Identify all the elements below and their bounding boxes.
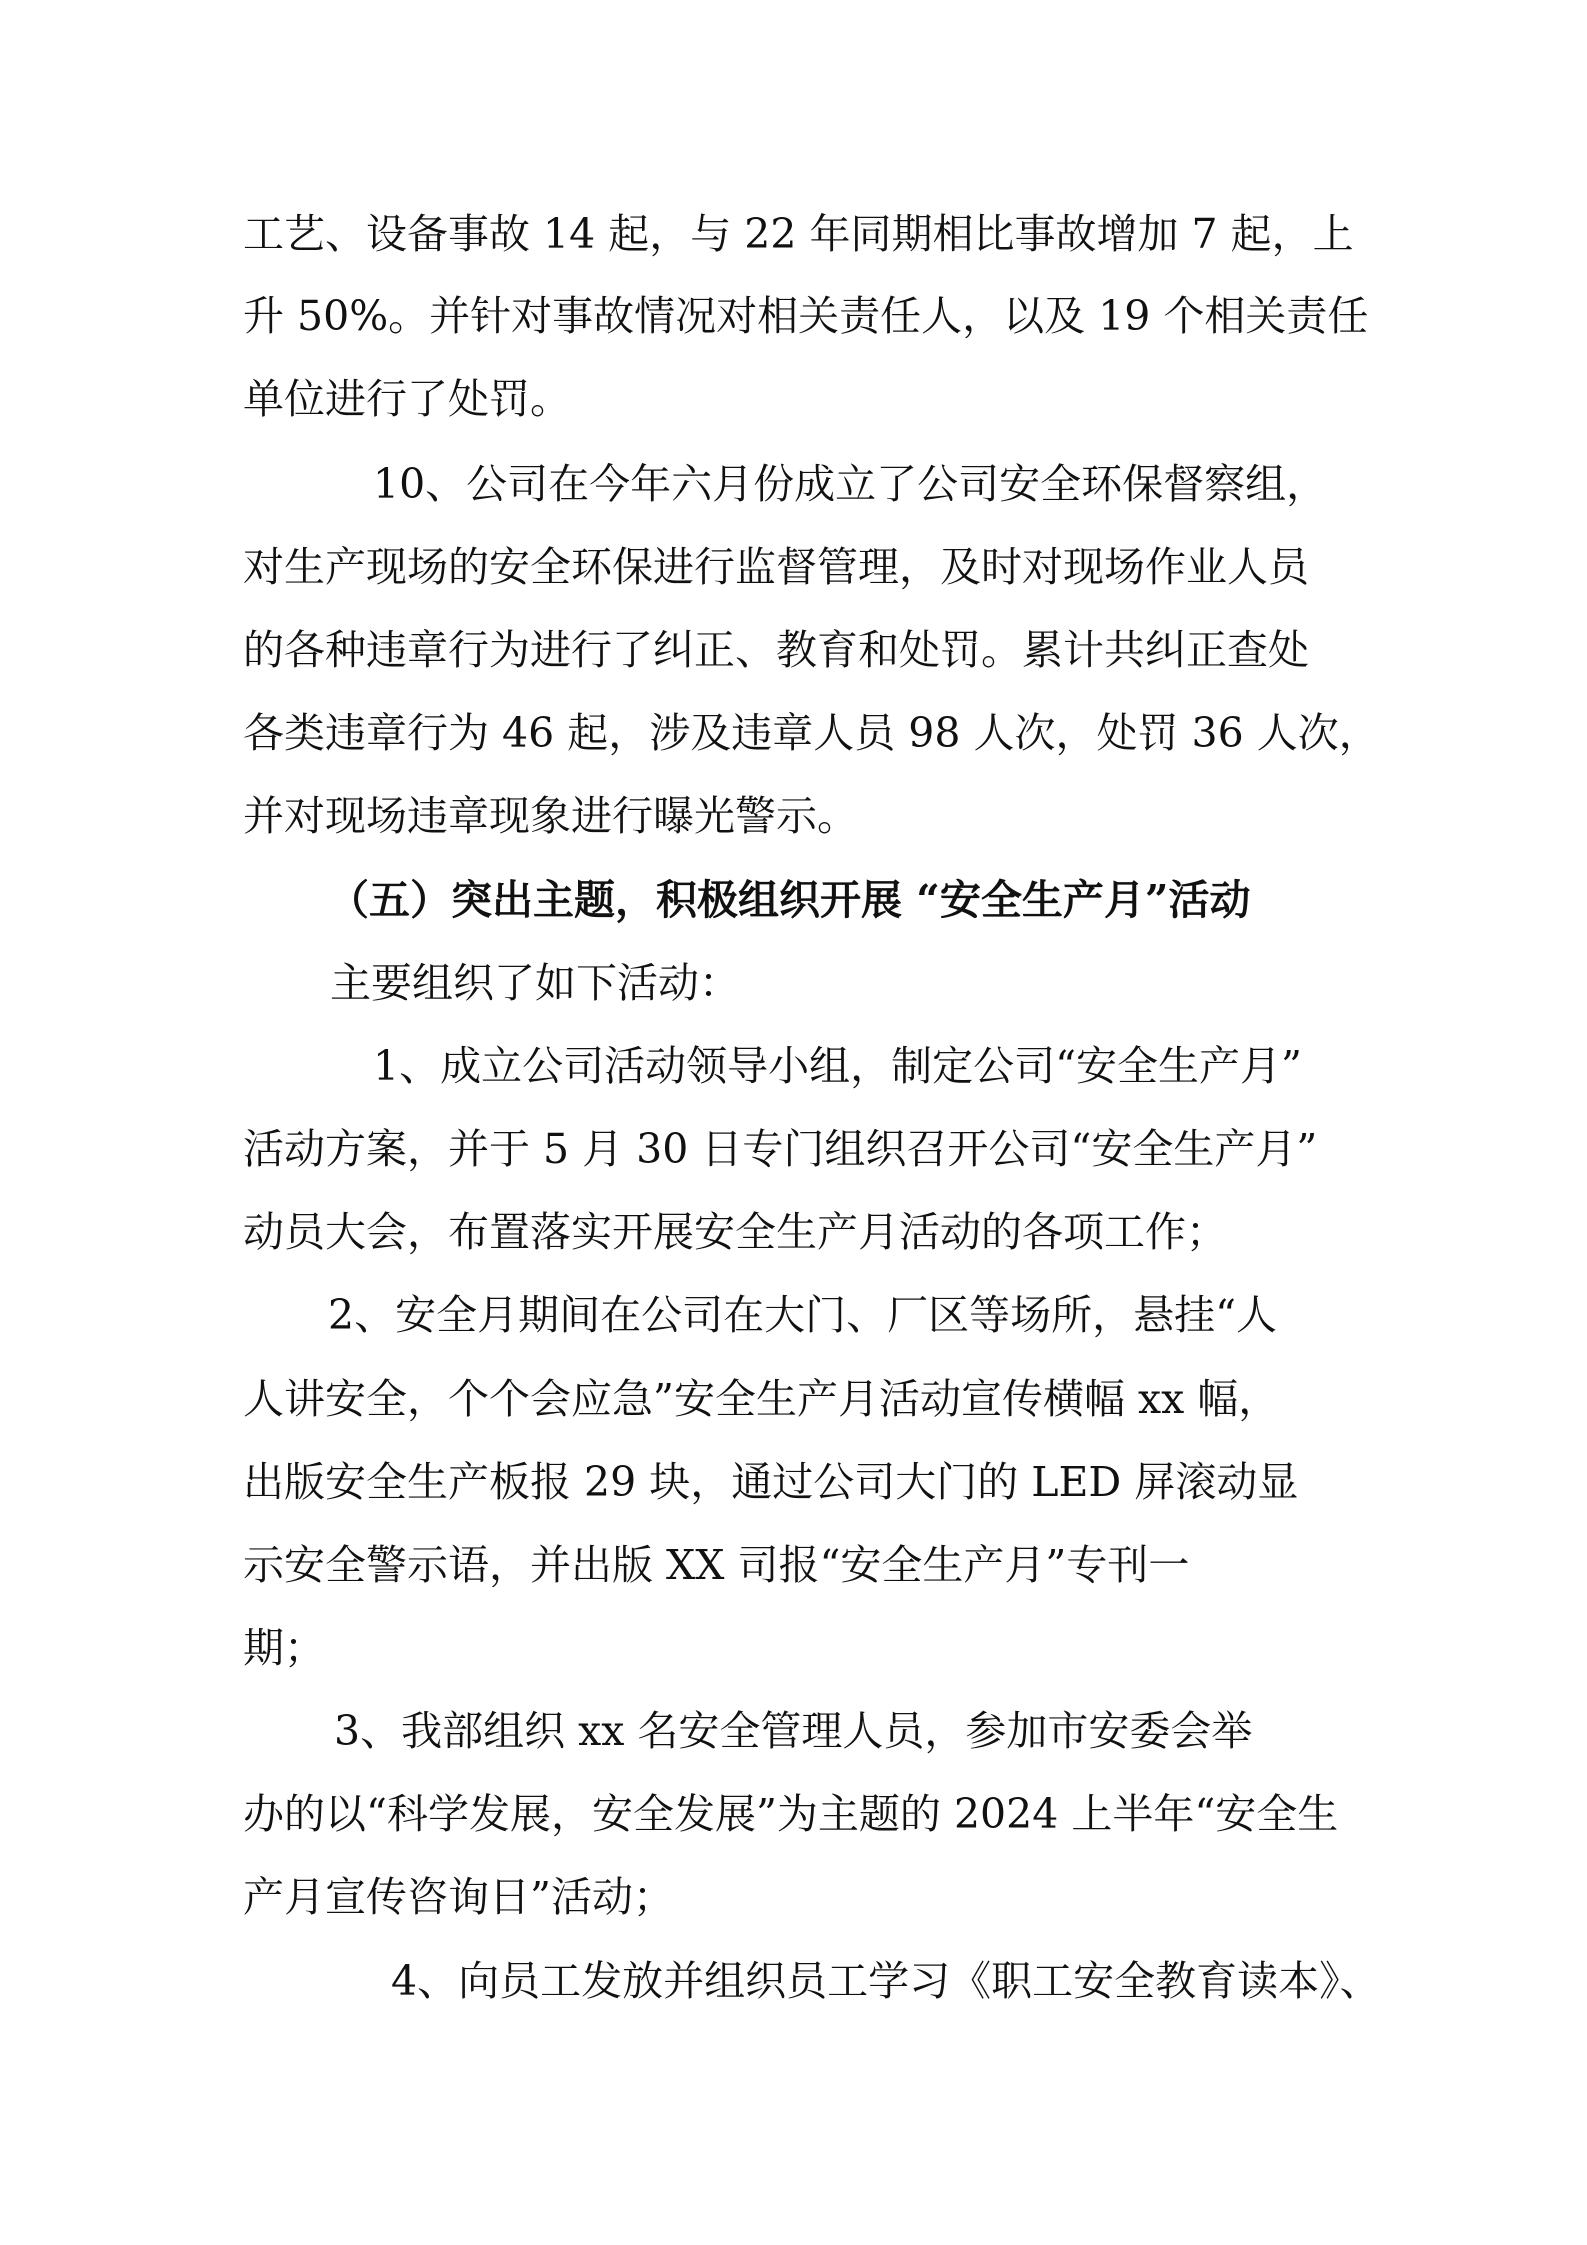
paragraph-line: 单位进行了处罚。 [243,375,571,423]
paragraph-line: 期； [243,1624,325,1672]
paragraph-line: 活动方案，并于 5 月 30 日专门组织召开公司“安全生产月” [243,1125,1318,1173]
paragraph-line: 2、安全月期间在公司在大门、厂区等场所，悬挂“人 [328,1291,1278,1339]
paragraph-line: 工艺、设备事故 14 起，与 22 年同期相比事故增加 7 起，上 [243,210,1354,258]
paragraph-line: 出版安全生产板报 29 块，通过公司大门的 LED 屏滚动显 [243,1458,1299,1506]
paragraph-line: 并对现场违章现象进行曝光警示。 [243,792,858,840]
paragraph-line: 产月宣传咨询日”活动； [243,1873,674,1921]
paragraph-line: 示安全警示语，并出版 XX 司报“安全生产月”专刊一 [243,1541,1190,1589]
paragraph-line: 10、公司在今年六月份成立了公司安全环保督察组， [373,460,1328,508]
paragraph-line: 动员大会，布置落实开展安全生产月活动的各项工作； [243,1208,1227,1256]
paragraph-line: 各类违章行为 46 起，涉及违章人员 98 人次，处罚 36 人次， [243,709,1380,757]
paragraph-line: 对生产现场的安全环保进行监督管理，及时对现场作业人员 [243,543,1309,591]
paragraph-line: 人讲安全，个个会应急”安全生产月活动宣传横幅 xx 幅， [243,1375,1280,1423]
paragraph-line: 的各种违章行为进行了纠正、教育和处罚。累计共纠正查处 [243,626,1309,674]
paragraph-line: 主要组织了如下活动： [330,959,740,1007]
paragraph-line: 4、向员工发放并组织员工学习《职工安全教育读本》、 [391,1957,1381,2005]
paragraph-line: 1、成立公司活动领导小组，制定公司“安全生产月” [373,1042,1303,1090]
section-heading: （五）突出主题，积极组织开展 “安全生产月”活动 [328,876,1251,924]
paragraph-line: 办的以“科学发展，安全发展”为主题的 2024 上半年“安全生 [243,1790,1339,1838]
paragraph-line: 升 50%。并针对事故情况对相关责任人，以及 19 个相关责任 [243,292,1369,340]
paragraph-line: 3、我部组织 xx 名安全管理人员，参加市安委会举 [334,1707,1253,1755]
